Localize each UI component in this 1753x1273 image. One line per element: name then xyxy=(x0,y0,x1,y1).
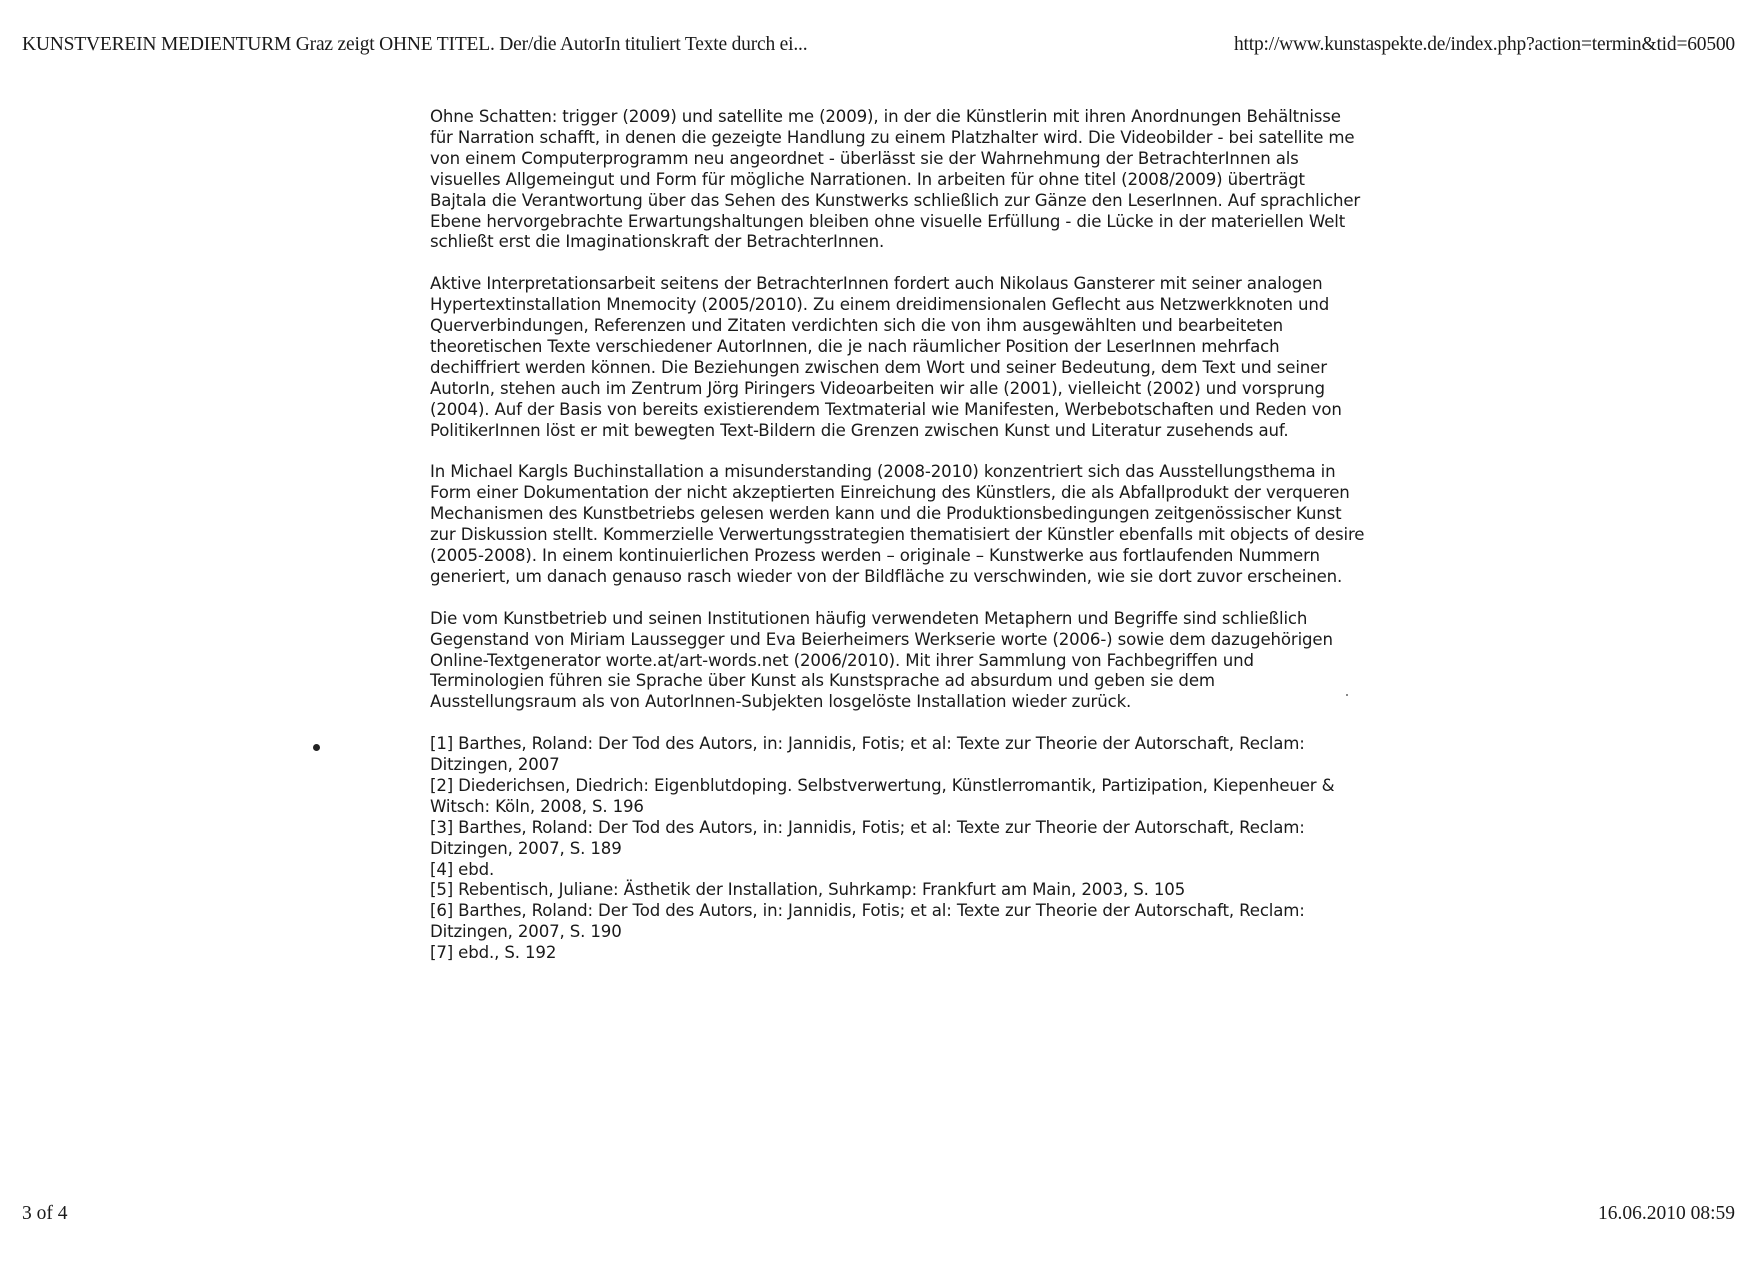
footnote-item: [6] Barthes, Roland: Der Tod des Autors, in: Jannidis, Fotis; et al: Texte zur Theorie der Autorschaft, Reclam: Ditzingen, 2007, S. 190 xyxy=(430,901,1305,942)
print-header-title: KUNSTVEREIN MEDIENTURM Graz zeigt OHNE TITEL. Der/die AutorIn tituliert Texte durch ei... xyxy=(22,34,808,55)
scan-artifact xyxy=(313,744,320,751)
article-body xyxy=(430,107,1365,964)
footnote-item: [2] Diederichsen, Diedrich: Eigenblutdoping. Selbstverwertung, Künstlerromantik, Partizipation, Kiepenheuer & Witsch: Köln, 2008, S. 196 xyxy=(430,775,1335,816)
footnote-item: [7] ebd., S. 192 xyxy=(430,943,557,963)
article-paragraph: Aktive Interpretationsarbeit seitens der BetrachterInnen fordert auch Nikolaus Gansterer mit seiner analogen Hypertextinstallation Mnemocity (2005/2010). Zu einem dreidimensionalen Geflecht aus Netzwerkknoten und Querverbindungen, Referenzen und Zitaten verdichten sich die von ihm ausgewählten und bearbeiteten theoretischen Texte verschiedener AutorInnen, die je nach räumlicher Position der LeserInnen mehrfach dechiffriert werden können. Die Beziehungen zwischen dem Wort und seiner Bedeutung, dem Text und seiner AutorIn, stehen auch im Zentrum Jörg Piringers Videoarbeiten wir alle (2001), vielleicht (2002) und vorsprung (2004). Auf der Basis von bereits existierendem Textmaterial wie Manifesten, Werbebotschaften und Reden von PolitikerInnen löst er mit bewegten Text-Bildern die Grenzen zwischen Kunst und Literatur zusehends auf. xyxy=(430,274,1342,440)
footnote-item: [4] ebd. xyxy=(430,859,495,879)
footnote-item: [1] Barthes, Roland: Der Tod des Autors, in: Jannidis, Fotis; et al: Texte zur Theorie der Autorschaft, Reclam: Ditzingen, 2007 xyxy=(430,734,1305,775)
print-timestamp: 16.06.2010 08:59 xyxy=(1597,1203,1735,1224)
article-paragraph: Die vom Kunstbetrieb und seinen Institutionen häufig verwendeten Metaphern und Begriffe sind schließlich Gegenstand von Miriam Laussegger und Eva Beierheimers Werkserie worte (2006-) sowie dem dazugehörigen Online-Textgenerator worte.at/art-words.net (2006/2010). Mit ihrer Sammlung von Fachbegriffen und Terminologien führen sie Sprache über Kunst als Kunstsprache ad absurdum und geben sie dem Ausstellungsraum als von AutorInnen-Subjekten losgelöste Installation wieder zurück. xyxy=(430,608,1333,712)
footnote-list xyxy=(430,734,1365,964)
page-indicator: 3 of 4 xyxy=(22,1203,68,1224)
article-paragraph: Ohne Schatten: trigger (2009) und satellite me (2009), in der die Künstlerin mit ihren Anordnungen Behältnisse für Narration schafft, in denen die gezeigte Handlung zu einem Platzhalter wird. Die Videobilder - bei satellite me von einem Computerprogramm neu angeordnet - überlässt sie der Wahrnehmung der BetrachterInnen als visuelles Allgemeingut und Form für mögliche Narrationen. In arbeiten für ohne titel (2008/2009) überträgt Bajtala die Verantwortung über das Sehen des Kunstwerks schließlich zur Gänze den LeserInnen. Auf sprachlicher Ebene hervorgebrachte Erwartungshaltungen bleiben ohne visuelle Erfüllung - die Lücke in der materiellen Welt schließt erst die Imaginationskraft der BetrachterInnen. xyxy=(430,107,1361,252)
print-header-url: http://www.kunstaspekte.de/index.php?action=termin&tid=60500 xyxy=(1233,34,1735,55)
footnote-item: [3] Barthes, Roland: Der Tod des Autors, in: Jannidis, Fotis; et al: Texte zur Theorie der Autorschaft, Reclam: Ditzingen, 2007, S. 189 xyxy=(430,817,1305,858)
footnote-item: [5] Rebentisch, Juliane: Ästhetik der Installation, Suhrkamp: Frankfurt am Main, 2003, S. 105 xyxy=(430,880,1186,900)
article-paragraph: In Michael Kargls Buchinstallation a misunderstanding (2008-2010) konzentriert sich das Ausstellungsthema in Form einer Dokumentation der nicht akzeptierten Einreichung des Künstlers, die als Abfallprodukt der verqueren Mechanismen des Kunstbetriebs gelesen werden kann und die Produktionsbedingungen zeitgenössischer Kunst zur Diskussion stellt. Kommerzielle Verwertungsstrategien thematisiert der Künstler ebenfalls mit objects of desire (2005-2008). In einem kontinuierlichen Prozess werden – originale – Kunstwerke aus fortlaufenden Nummern generiert, um danach genauso rasch wieder von der Bildfläche zu verschwinden, wie sie dort zuvor erscheinen. xyxy=(430,462,1365,586)
scan-artifact xyxy=(1346,694,1348,696)
